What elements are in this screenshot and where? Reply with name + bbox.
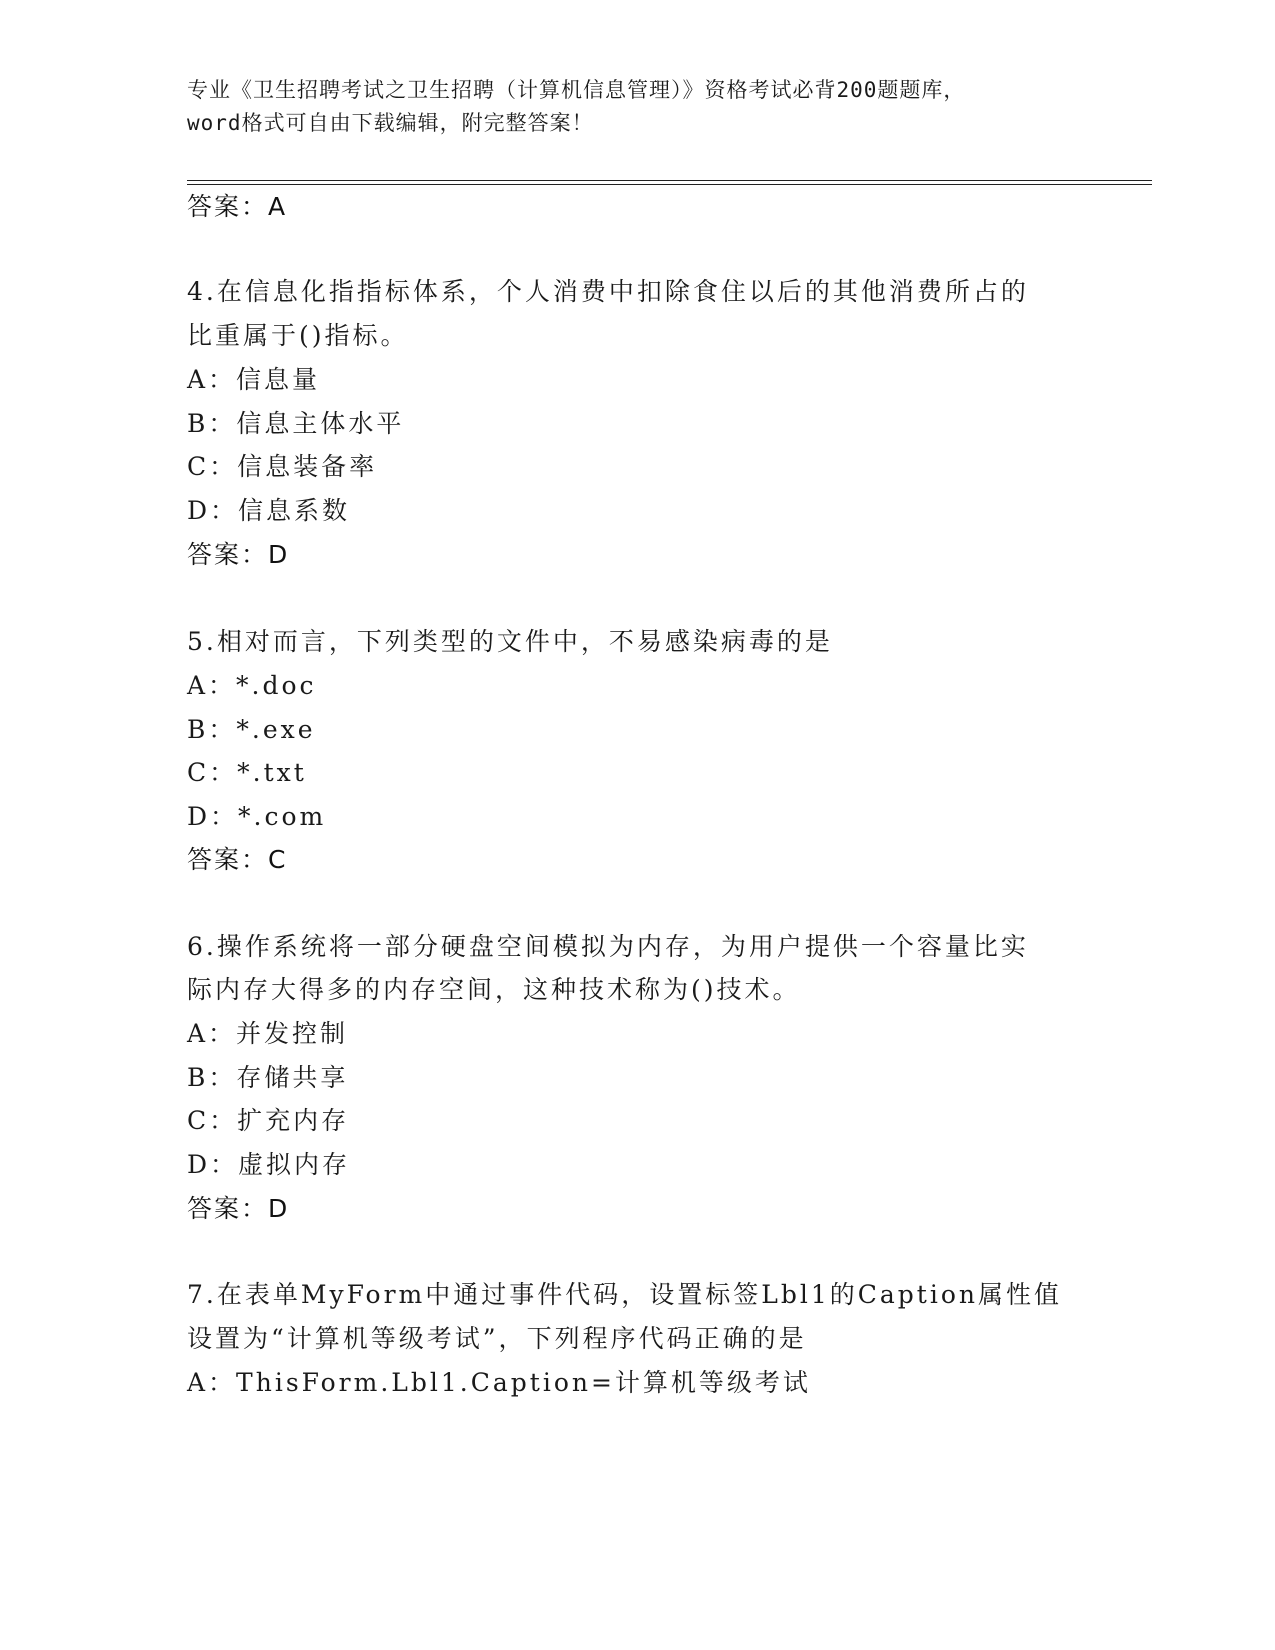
question-6-option-d: D：虚拟内存	[187, 1150, 351, 1179]
question-5-stem-line-1: 5.相对而言，下列类型的文件中，不易感染病毒的是	[187, 627, 833, 656]
question-5-option-a: A：*.doc	[187, 671, 317, 700]
question-5-answer: 答案：C	[187, 845, 288, 874]
question-6-option-b: B：存储共享	[187, 1063, 349, 1092]
question-4-answer: 答案：D	[187, 540, 290, 569]
answer-line: 答案：A	[187, 192, 288, 221]
question-5-option-d: D：*.com	[187, 802, 327, 831]
question-5-option-b: B：*.exe	[187, 715, 316, 744]
header-rule-bottom	[187, 184, 1152, 185]
document-header	[187, 74, 1087, 140]
question-4-option-b: B：信息主体水平	[187, 409, 405, 438]
question-4-option-a: A：信息量	[187, 365, 321, 394]
question-7-option-a: A：ThisForm.Lbl1.Caption=计算机等级考试	[187, 1368, 811, 1397]
header-rule-top	[187, 180, 1152, 181]
question-6-stem-line-1: 6.操作系统将一部分硬盘空间模拟为内存，为用户提供一个容量比实	[187, 932, 1029, 961]
question-5-option-c: C：*.txt	[187, 758, 307, 787]
question-6-option-c: C：扩充内存	[187, 1106, 350, 1135]
question-7-stem-line-1: 7.在表单MyForm中通过事件代码，设置标签Lbl1的Caption属性值	[187, 1280, 1063, 1309]
header-title-line-1: 专业《卫生招聘考试之卫生招聘（计算机信息管理）》资格考试必背200题题库，	[187, 78, 966, 102]
question-7-stem-line-2: 设置为“计算机等级考试”，下列程序代码正确的是	[187, 1324, 807, 1353]
question-4-stem-line-2: 比重属于()指标。	[187, 321, 409, 350]
question-6-option-a: A：并发控制	[187, 1019, 349, 1048]
question-4-option-d: D：信息系数	[187, 496, 351, 525]
question-4-option-c: C：信息装备率	[187, 452, 378, 481]
question-6-stem-line-2: 际内存大得多的内存空间，这种技术称为()技术。	[187, 975, 801, 1004]
question-4-stem-line-1: 4.在信息化指指标体系，个人消费中扣除食住以后的其他消费所占的	[187, 277, 1029, 306]
header-title-line-2: word格式可自由下载编辑，附完整答案！	[187, 111, 594, 135]
question-6-answer: 答案：D	[187, 1194, 290, 1223]
